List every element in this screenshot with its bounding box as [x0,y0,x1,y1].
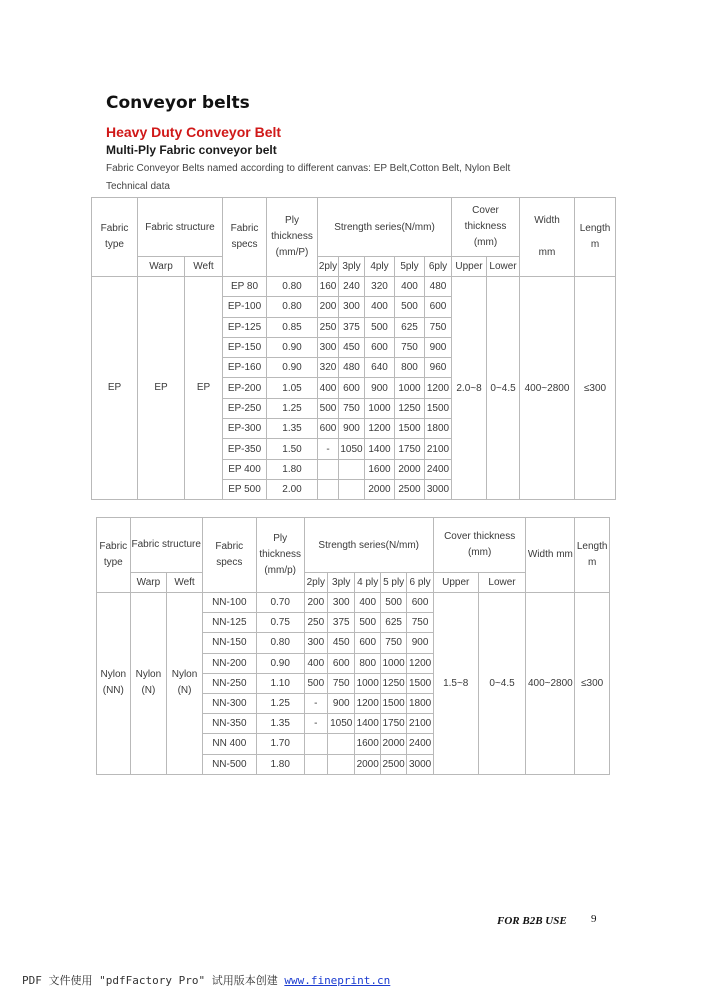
cell-strength-5ply: 625 [380,613,406,633]
cell-strength-5ply: 800 [395,358,425,378]
cell-spec: NN-250 [202,673,256,693]
cell-ply-thickness: 0.90 [267,337,318,357]
cell-strength-5ply: 1000 [380,653,406,673]
cell-strength-3ply: 900 [328,693,355,713]
col-ply-4: 4ply [365,257,395,277]
cell-strength-3ply: 600 [339,378,365,398]
cell-strength-6ply: 3000 [425,479,452,499]
col-ply-thickness: Ply thickness (mm/P) [267,198,318,277]
nn-belt-table [96,517,610,775]
cell-strength-5ply: 2000 [395,459,425,479]
cell-ply-thickness: 0.80 [267,277,318,297]
cell-ply-thickness: 1.35 [256,714,304,734]
cell-strength-3ply: 480 [339,358,365,378]
cell-strength-4ply: 900 [365,378,395,398]
cell-strength-3ply: 900 [339,419,365,439]
cell-strength-2ply: 300 [304,633,327,653]
cell-strength-3ply [339,479,365,499]
cell-strength-2ply: - [304,714,327,734]
cell-ply-thickness: 1.25 [256,693,304,713]
cell-strength-4ply: 1000 [365,398,395,418]
cell-strength-5ply: 1500 [395,419,425,439]
cell-strength-6ply: 2100 [425,439,452,459]
cell-strength-4ply: 1200 [355,693,380,713]
cell-ply-thickness: 0.90 [256,653,304,673]
cell-ply-thickness: 0.80 [267,297,318,317]
cell-fabric-type: EP [92,277,138,500]
col-weft: Weft [167,573,203,593]
cell-strength-6ply: 600 [407,593,433,613]
cell-spec: EP-160 [223,358,267,378]
page-title: Conveyor belts [106,93,250,113]
cell-strength-5ply: 1750 [380,714,406,734]
cell-strength-6ply: 1200 [425,378,452,398]
cell-strength-3ply: 450 [339,337,365,357]
cell-strength-5ply: 2500 [380,754,406,774]
cell-strength-4ply: 500 [365,317,395,337]
col-width-label: Width [534,215,560,226]
cell-spec: EP 500 [223,479,267,499]
cell-ply-thickness: 1.35 [267,419,318,439]
cell-strength-2ply [318,479,339,499]
cell-warp: Nylon (N) [130,593,167,775]
cell-strength-3ply: 750 [339,398,365,418]
cell-strength-5ply: 400 [395,277,425,297]
cell-strength-2ply: 200 [304,593,327,613]
col-strength-series: Strength series(N/mm) [304,518,433,573]
cell-spec: NN-125 [202,613,256,633]
cell-strength-6ply: 900 [407,633,433,653]
ep-belt-table [91,197,616,500]
cell-strength-5ply: 1000 [395,378,425,398]
cell-ply-thickness: 0.80 [256,633,304,653]
cell-strength-4ply: 640 [365,358,395,378]
cell-strength-3ply: 600 [328,653,355,673]
cell-spec: EP 80 [223,277,267,297]
cell-strength-3ply [328,754,355,774]
cell-strength-6ply: 480 [425,277,452,297]
col-length: Length m [575,518,610,593]
cell-weft: Nylon (N) [167,593,203,775]
table-row [92,277,616,297]
col-ply-6: 6 ply [407,573,433,593]
cell-strength-6ply: 1800 [425,419,452,439]
cell-strength-4ply: 1000 [355,673,380,693]
cell-strength-4ply: 2000 [365,479,395,499]
pdf-watermark [22,972,390,988]
col-fabric-structure: Fabric structure [130,518,202,573]
cell-strength-6ply: 3000 [407,754,433,774]
cell-strength-4ply: 320 [365,277,395,297]
cell-cover-upper: 1.5~8 [433,593,478,775]
cell-strength-4ply: 1400 [355,714,380,734]
col-ply-5: 5ply [395,257,425,277]
cell-spec: NN-350 [202,714,256,734]
cell-strength-5ply: 1250 [395,398,425,418]
cell-strength-2ply: 500 [318,398,339,418]
cell-spec: NN-150 [202,633,256,653]
cell-ply-thickness: 1.70 [256,734,304,754]
cell-width: 400~2800 [520,277,575,500]
col-lower: Lower [487,257,520,277]
cell-spec: NN-300 [202,693,256,713]
col-ply-4: 4 ply [355,573,380,593]
cell-strength-4ply: 600 [355,633,380,653]
cell-strength-5ply: 500 [395,297,425,317]
col-fabric-structure: Fabric structure [138,198,223,257]
cell-strength-4ply: 1200 [365,419,395,439]
col-warp: Warp [130,573,167,593]
cell-strength-5ply: 750 [395,337,425,357]
cell-strength-4ply: 500 [355,613,380,633]
cell-strength-3ply: 1050 [339,439,365,459]
cell-spec: EP 400 [223,459,267,479]
cell-spec: EP-100 [223,297,267,317]
cell-strength-2ply [304,734,327,754]
cell-strength-3ply: 300 [328,593,355,613]
cell-spec: EP-200 [223,378,267,398]
cell-strength-3ply: 375 [339,317,365,337]
cell-strength-2ply: - [304,693,327,713]
cell-weft: EP [185,277,223,500]
section-heading: Multi-Ply Fabric conveyor belt [106,143,277,157]
col-ply-2: 2ply [304,573,327,593]
col-fabric-type: Fabric type [97,518,131,593]
cell-strength-2ply: 400 [304,653,327,673]
cell-strength-2ply: 320 [318,358,339,378]
cell-strength-6ply: 1200 [407,653,433,673]
cell-strength-4ply: 1600 [355,734,380,754]
col-ply-5: 5 ply [380,573,406,593]
cell-strength-3ply: 450 [328,633,355,653]
cell-strength-5ply: 2000 [380,734,406,754]
cell-strength-4ply: 800 [355,653,380,673]
cell-strength-6ply: 960 [425,358,452,378]
col-ply-thickness: Ply thickness (mm/p) [256,518,304,593]
cell-strength-3ply [328,734,355,754]
cell-ply-thickness: 1.80 [267,459,318,479]
cell-strength-6ply: 750 [407,613,433,633]
col-width [520,198,575,277]
col-warp: Warp [138,257,185,277]
cell-cover-upper: 2.0~8 [452,277,487,500]
cell-strength-6ply: 1800 [407,693,433,713]
cell-strength-5ply: 1500 [380,693,406,713]
cell-spec: EP-125 [223,317,267,337]
cell-strength-4ply: 2000 [355,754,380,774]
col-ply-6: 6ply [425,257,452,277]
col-length: Length m [575,198,616,277]
cell-ply-thickness: 0.85 [267,317,318,337]
cell-ply-thickness: 0.75 [256,613,304,633]
cell-ply-thickness: 1.25 [267,398,318,418]
col-fabric-type: Fabric type [92,198,138,277]
cell-strength-2ply: 250 [318,317,339,337]
cell-strength-6ply: 2400 [425,459,452,479]
cell-spec: EP-250 [223,398,267,418]
cell-strength-2ply [318,459,339,479]
cell-strength-3ply: 1050 [328,714,355,734]
cell-strength-5ply: 625 [395,317,425,337]
watermark-text: PDF 文件使用 "pdfFactory Pro" 试用版本创建 [22,974,278,987]
col-upper: Upper [433,573,478,593]
col-weft: Weft [185,257,223,277]
col-cover-thickness: Cover thickness (mm) [452,198,520,257]
cell-spec: EP-350 [223,439,267,459]
cell-ply-thickness: 1.10 [256,673,304,693]
cell-strength-6ply: 900 [425,337,452,357]
col-ply-2: 2ply [318,257,339,277]
col-cover-thickness: Cover thickness (mm) [433,518,526,573]
cell-strength-2ply [304,754,327,774]
cell-strength-3ply: 240 [339,277,365,297]
col-width: Width mm [526,518,575,593]
cell-cover-lower: 0~4.5 [478,593,526,775]
cell-warp: EP [138,277,185,500]
cell-spec: EP-150 [223,337,267,357]
col-fabric-specs: Fabric specs [223,198,267,277]
col-width-unit: mm [538,247,556,258]
cell-strength-6ply: 1500 [407,673,433,693]
table-row [97,593,610,613]
page-subtitle: Heavy Duty Conveyor Belt [106,124,282,140]
cell-strength-2ply: 200 [318,297,339,317]
cell-cover-lower: 0~4.5 [487,277,520,500]
technical-data-label: Technical data [106,181,170,192]
cell-strength-2ply: - [318,439,339,459]
cell-strength-6ply: 2100 [407,714,433,734]
cell-strength-3ply: 300 [339,297,365,317]
col-ply-3: 3ply [328,573,355,593]
cell-strength-4ply: 400 [365,297,395,317]
cell-spec: NN-500 [202,754,256,774]
cell-ply-thickness: 1.80 [256,754,304,774]
cell-ply-thickness: 1.05 [267,378,318,398]
footer-note: FOR B2B USE [497,915,567,927]
col-strength-series: Strength series(N/mm) [318,198,452,257]
intro-text: Fabric Conveyor Belts named according to different canvas: EP Belt,Cotton Belt, Nylon Belt [106,163,511,174]
cell-spec: NN-200 [202,653,256,673]
cell-spec: EP-300 [223,419,267,439]
cell-ply-thickness: 0.70 [256,593,304,613]
cell-strength-2ply: 250 [304,613,327,633]
cell-ply-thickness: 1.50 [267,439,318,459]
cell-strength-2ply: 400 [318,378,339,398]
cell-strength-3ply: 750 [328,673,355,693]
cell-ply-thickness: 2.00 [267,479,318,499]
cell-strength-5ply: 750 [380,633,406,653]
cell-strength-5ply: 500 [380,593,406,613]
cell-strength-5ply: 2500 [395,479,425,499]
cell-strength-6ply: 1500 [425,398,452,418]
cell-spec: NN 400 [202,734,256,754]
page-number: 9 [591,913,597,925]
cell-length: ≤300 [575,277,616,500]
cell-strength-3ply: 375 [328,613,355,633]
col-upper: Upper [452,257,487,277]
cell-strength-4ply: 1400 [365,439,395,459]
cell-strength-2ply: 500 [304,673,327,693]
cell-length: ≤300 [575,593,610,775]
cell-width: 400~2800 [526,593,575,775]
col-lower: Lower [478,573,526,593]
cell-strength-2ply: 160 [318,277,339,297]
cell-strength-3ply [339,459,365,479]
cell-strength-6ply: 750 [425,317,452,337]
cell-strength-6ply: 2400 [407,734,433,754]
col-ply-3: 3ply [339,257,365,277]
cell-strength-2ply: 600 [318,419,339,439]
cell-strength-5ply: 1750 [395,439,425,459]
cell-strength-4ply: 1600 [365,459,395,479]
cell-strength-4ply: 600 [365,337,395,357]
cell-fabric-type: Nylon (NN) [97,593,131,775]
watermark-link[interactable]: www.fineprint.cn [284,974,391,987]
col-fabric-specs: Fabric specs [202,518,256,593]
cell-strength-5ply: 1250 [380,673,406,693]
cell-strength-2ply: 300 [318,337,339,357]
cell-strength-4ply: 400 [355,593,380,613]
cell-strength-6ply: 600 [425,297,452,317]
cell-spec: NN-100 [202,593,256,613]
cell-ply-thickness: 0.90 [267,358,318,378]
